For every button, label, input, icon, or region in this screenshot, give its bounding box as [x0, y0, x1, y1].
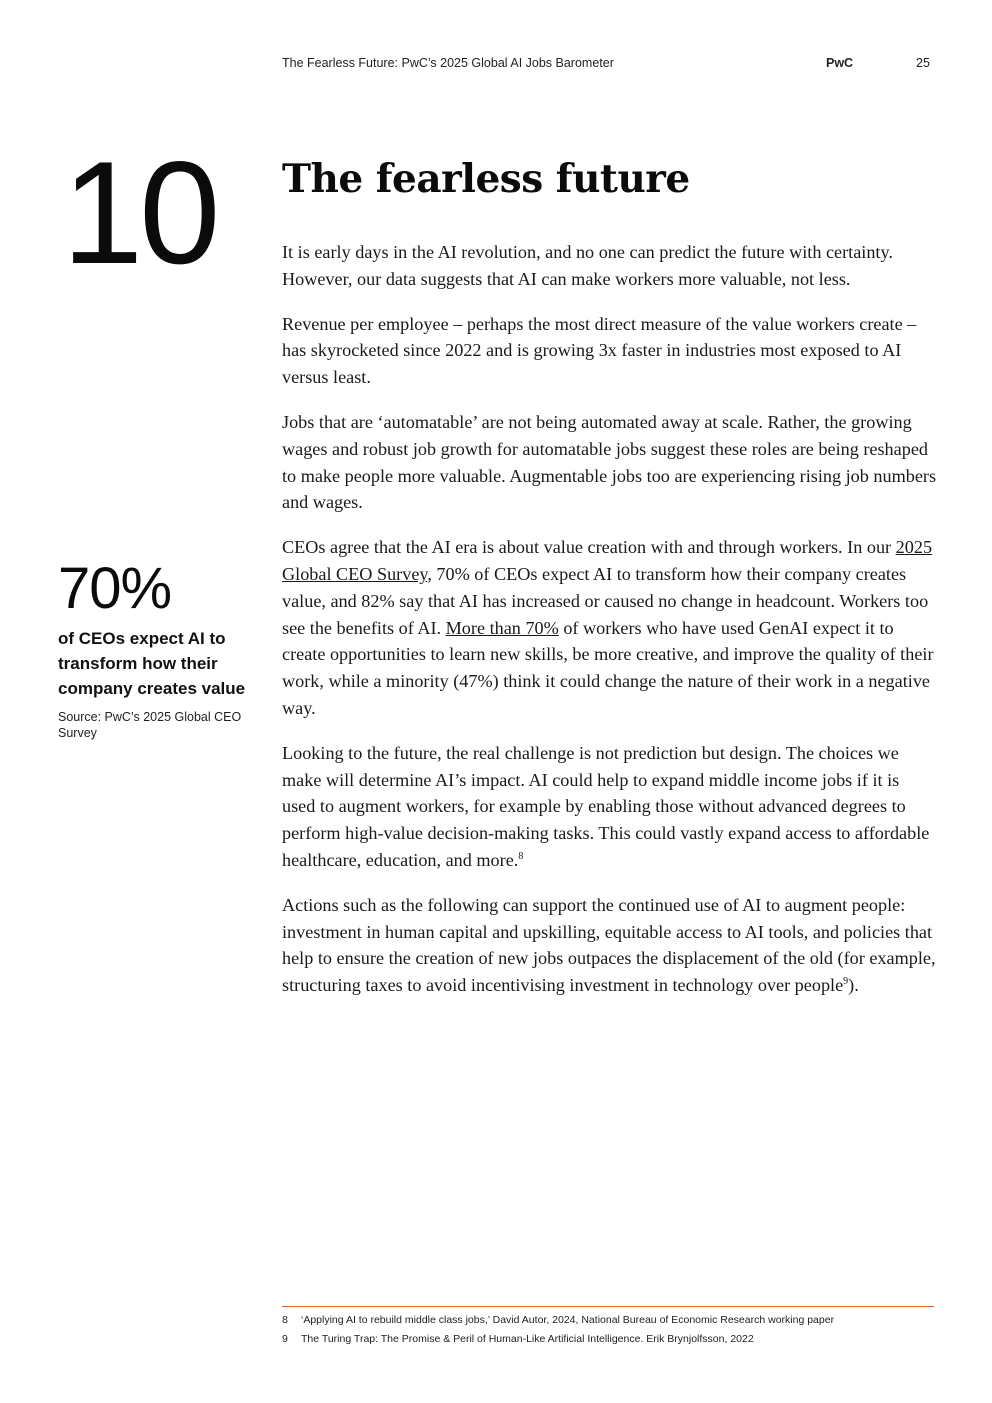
brand-name: PwC [826, 56, 854, 70]
body-text [282, 239, 937, 1017]
paragraph: Revenue per employee – perhaps the most direct measure of the value workers create – has skyrocketed since 2022 and is growing 3x faster in industries most exposed to AI versus least. [282, 313, 917, 388]
ceo-survey-link[interactable]: 2025 Global CEO Survey [282, 537, 933, 584]
stat-callout [58, 556, 273, 741]
footnote [282, 1333, 754, 1345]
paragraph-text: Looking to the future, the real challenge is not prediction but design. The choices we make will determine AI’s impact. AI could help to expand middle income jobs if it is used to augment workers, for example by enabling those without advanced degrees to perform high-value decision-making tasks. This could vastly expand access to affordable healthcare, education, and more. [282, 742, 930, 870]
report-title: The Fearless Future: PwC’s 2025 Global AI Jobs Barometer [282, 56, 614, 70]
footnote-ref-9: 9 [843, 976, 849, 988]
paragraph [282, 534, 937, 722]
more-than-70-link[interactable]: More than 70% [445, 617, 559, 638]
paragraph-text: , 70% of CEOs expect AI to transform how their company creates value, and 82% say that AI has increased or caused no change in headcount. Workers too see the benefits of AI. [282, 563, 929, 638]
page-number: 25 [916, 56, 930, 70]
stat-source: Source: PwC’s 2025 Global CEO Survey [58, 710, 242, 740]
paragraph-text: CEOs agree that the AI era is about value creation with and through workers. In our [282, 537, 896, 558]
paragraph-text: ). [848, 975, 859, 996]
paragraph-text: Actions such as the following can support the continued use of AI to augment people: investment in human capital and upskilling, equitable access to AI tools, and policies that help to ensure the creation of new jobs outpaces the displacement of the old (for example, structuring taxes to avoid incentivising investment in technology over people [282, 894, 936, 996]
paragraph [282, 892, 937, 999]
paragraph-text: of workers who have used GenAI expect it to create opportunities to learn new skills, be more creative, and improve the quality of their work, while a minority (47%) think it could change the nature of their work in a negative way. [282, 617, 934, 718]
footnote-divider [282, 1306, 934, 1307]
chapter-number: 10 [62, 131, 217, 294]
stat-description: of CEOs expect AI to transform how their company creates value [58, 629, 246, 698]
footnote-number: 8 [282, 1314, 288, 1326]
footnote-ref-8: 8 [518, 850, 524, 862]
paragraph: It is early days in the AI revolution, and no one can predict the future with certainty. However, our data suggests that AI can make workers more valuable, not less. [282, 242, 893, 289]
footnote-text: The Turing Trap: The Promise & Peril of Human-Like Artificial Intelligence. Erik Brynjolfsson, 2022 [301, 1333, 754, 1345]
paragraph: Jobs that are ‘automatable’ are not being automated away at scale. Rather, the growing wages and robust job growth for automatable jobs suggest these roles are being reshaped to make people more valuable. Augmentable jobs too are experiencing rising job numbers and wages. [282, 411, 937, 513]
paragraph [282, 740, 937, 874]
footnote-text: ‘Applying AI to rebuild middle class jobs,’ David Autor, 2024, National Bureau of Economic Research working paper [301, 1314, 835, 1326]
page-title: The fearless future [282, 156, 690, 202]
stat-value: 70% [58, 556, 172, 621]
footnote [282, 1314, 834, 1326]
footnote-number: 9 [282, 1333, 288, 1345]
